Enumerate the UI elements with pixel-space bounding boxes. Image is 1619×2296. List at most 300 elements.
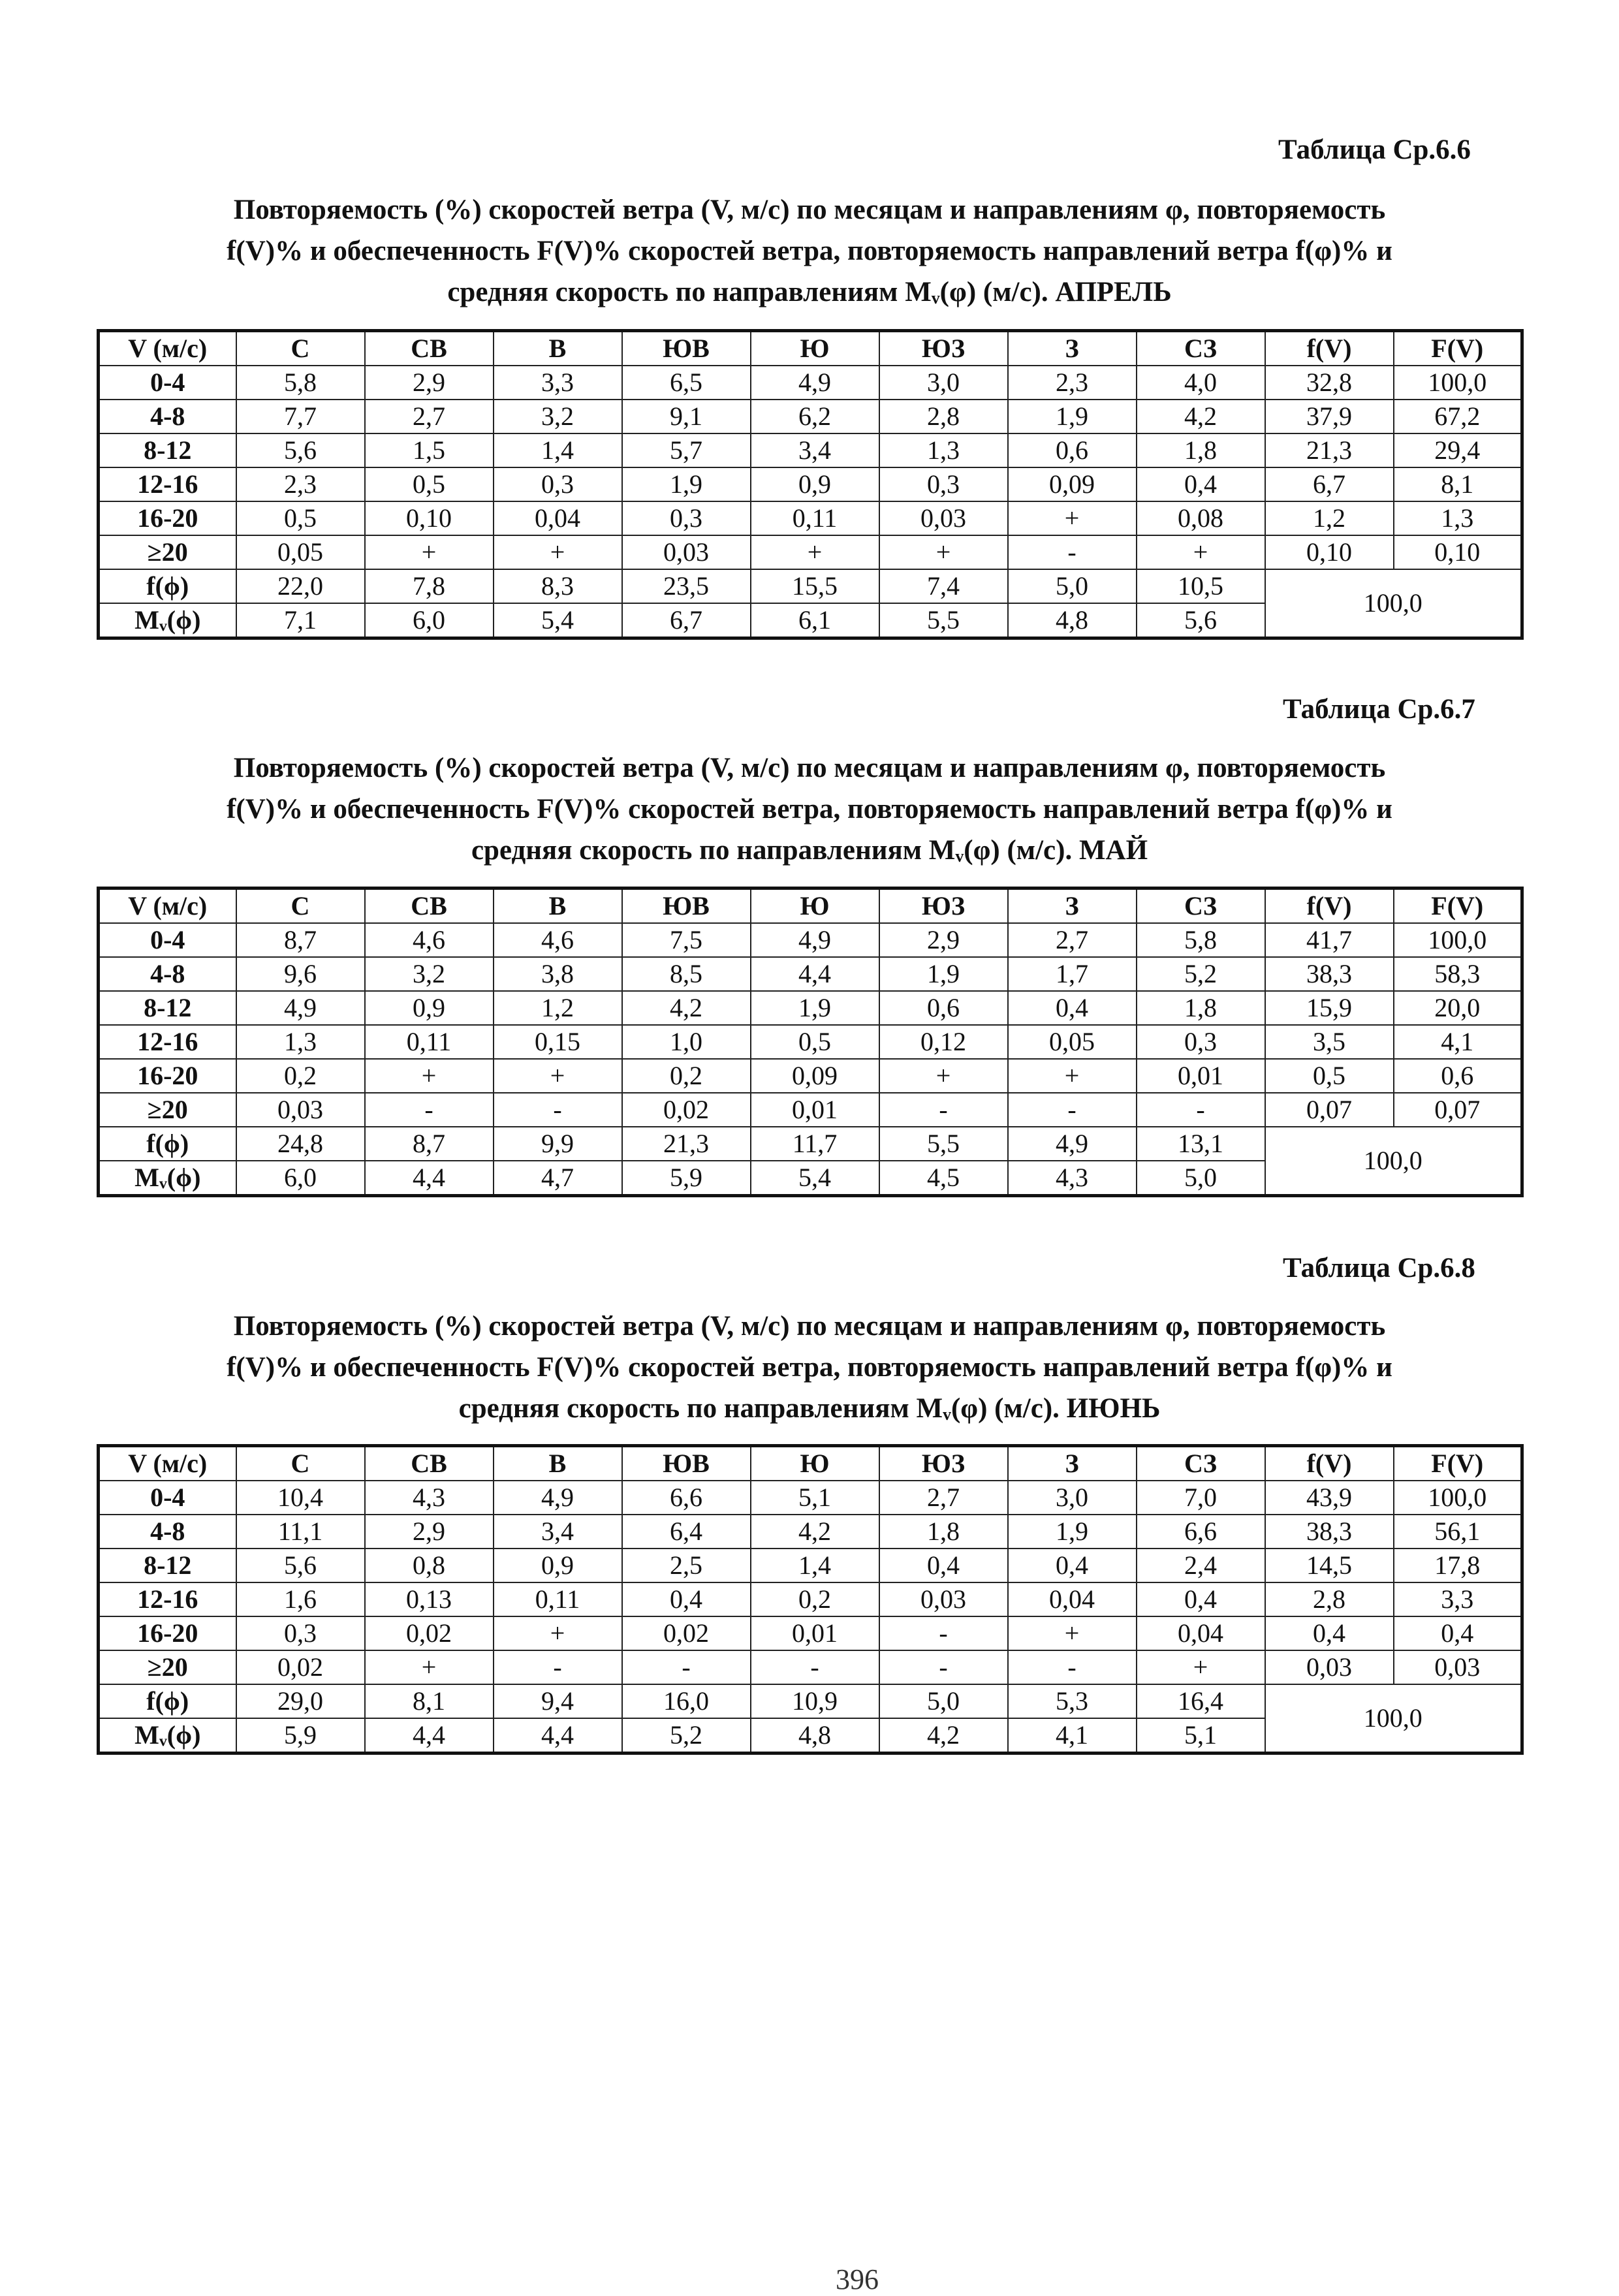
value-cell: 1,2 <box>494 991 622 1025</box>
value-cell: 5,1 <box>751 1481 879 1515</box>
value-cell: 0,11 <box>751 501 879 535</box>
value-cell: 7,1 <box>236 603 365 638</box>
value-cell: 0,4 <box>1265 1616 1394 1650</box>
value-cell: 0,01 <box>1137 1059 1265 1093</box>
value-cell: 4,8 <box>1008 603 1137 638</box>
column-header: V (м/с) <box>99 331 236 366</box>
value-cell: + <box>494 1616 622 1650</box>
value-cell: 56,1 <box>1394 1515 1522 1549</box>
value-cell: 0,03 <box>622 535 751 569</box>
value-cell: 5,6 <box>1137 603 1265 638</box>
value-cell: 0,3 <box>236 1616 365 1650</box>
table-row <box>99 957 1522 991</box>
value-cell: + <box>365 535 494 569</box>
value-cell: 4,3 <box>1008 1161 1137 1196</box>
value-cell: - <box>1008 1650 1137 1684</box>
column-header: V (м/с) <box>99 889 236 924</box>
value-cell: 6,6 <box>1137 1515 1265 1549</box>
speed-range-cell: 12-16 <box>99 467 236 501</box>
value-cell: 14,5 <box>1265 1549 1394 1582</box>
value-cell: 5,2 <box>622 1718 751 1753</box>
speed-range-cell: 8-12 <box>99 433 236 467</box>
value-cell: 0,04 <box>1008 1582 1137 1616</box>
column-header: ЮВ <box>622 889 751 924</box>
value-cell: 4,1 <box>1008 1718 1137 1753</box>
value-cell: 3,2 <box>494 400 622 433</box>
value-cell: 5,6 <box>236 1549 365 1582</box>
value-cell: 4,1 <box>1394 1025 1522 1059</box>
value-cell: 4,9 <box>751 366 879 400</box>
value-cell: 0,02 <box>365 1616 494 1650</box>
value-cell: 9,6 <box>236 957 365 991</box>
table-row <box>99 1059 1522 1093</box>
value-cell: - <box>622 1650 751 1684</box>
value-cell: - <box>494 1093 622 1127</box>
value-cell: 21,3 <box>622 1127 751 1161</box>
value-cell: - <box>1008 1093 1137 1127</box>
value-cell: 10,9 <box>751 1684 879 1718</box>
value-cell: 1,5 <box>365 433 494 467</box>
table-row <box>99 467 1522 501</box>
value-cell: 5,9 <box>622 1161 751 1196</box>
value-cell: 5,2 <box>1137 957 1265 991</box>
value-cell: 5,5 <box>879 1127 1008 1161</box>
speed-range-cell: 4-8 <box>99 400 236 433</box>
value-cell: 5,4 <box>494 603 622 638</box>
header-row <box>99 1446 1522 1481</box>
value-cell: 10,4 <box>236 1481 365 1515</box>
value-cell: 32,8 <box>1265 366 1394 400</box>
column-header: f(V) <box>1265 331 1394 366</box>
value-cell: 0,4 <box>1137 467 1265 501</box>
value-cell: 0,6 <box>879 991 1008 1025</box>
value-cell: - <box>879 1650 1008 1684</box>
value-cell: 0,03 <box>1265 1650 1394 1684</box>
value-cell: 0,10 <box>365 501 494 535</box>
value-cell: 0,2 <box>236 1059 365 1093</box>
speed-range-cell: 8-12 <box>99 1549 236 1582</box>
column-header: ЮВ <box>622 1446 751 1481</box>
value-cell: 6,0 <box>236 1161 365 1196</box>
value-cell: 5,5 <box>879 603 1008 638</box>
table-row <box>99 433 1522 467</box>
value-cell: 2,8 <box>1265 1582 1394 1616</box>
table-title <box>98 747 1521 871</box>
value-cell: 5,0 <box>1137 1161 1265 1196</box>
table-row <box>99 501 1522 535</box>
table-title <box>98 1306 1521 1429</box>
value-cell: 0,02 <box>622 1093 751 1127</box>
value-cell: 4,6 <box>494 923 622 957</box>
column-header: Ю <box>751 331 879 366</box>
table-title-line-1: Повторяемость (%) скоростей ветра (V, м/с) по месяцам и направлениям φ, повторяемость <box>233 1311 1386 1342</box>
value-cell: 7,8 <box>365 569 494 603</box>
value-cell: 0,5 <box>365 467 494 501</box>
value-cell: 3,4 <box>751 433 879 467</box>
value-cell: 16,0 <box>622 1684 751 1718</box>
table-number: Таблица Ср.6.8 <box>1283 1253 1475 1283</box>
value-cell: 29,0 <box>236 1684 365 1718</box>
table-number: Таблица Ср.6.6 <box>1278 134 1471 165</box>
value-cell: 5,3 <box>1008 1684 1137 1718</box>
column-header: С <box>236 331 365 366</box>
value-cell: 13,1 <box>1137 1127 1265 1161</box>
column-header: V (м/с) <box>99 1446 236 1481</box>
value-cell: 8,1 <box>365 1684 494 1718</box>
value-cell: 5,8 <box>1137 923 1265 957</box>
column-header: В <box>494 1446 622 1481</box>
speed-range-cell: 0-4 <box>99 923 236 957</box>
value-cell: 2,9 <box>879 923 1008 957</box>
value-cell: 58,3 <box>1394 957 1522 991</box>
value-cell: + <box>751 535 879 569</box>
value-cell: 3,0 <box>879 366 1008 400</box>
table-row <box>99 1549 1522 1582</box>
value-cell: 4,9 <box>1008 1127 1137 1161</box>
value-cell: + <box>1008 1616 1137 1650</box>
column-header: С <box>236 1446 365 1481</box>
value-cell: 1,2 <box>1265 501 1394 535</box>
value-cell: 7,4 <box>879 569 1008 603</box>
value-cell: 6,7 <box>622 603 751 638</box>
value-cell: 2,3 <box>1008 366 1137 400</box>
value-cell: 5,1 <box>1137 1718 1265 1753</box>
column-header: З <box>1008 1446 1137 1481</box>
speed-range-cell: 4-8 <box>99 957 236 991</box>
table-row <box>99 1093 1522 1127</box>
value-cell: 0,9 <box>751 467 879 501</box>
value-cell: 4,2 <box>751 1515 879 1549</box>
table-title-line-2: f(V)% и обеспеченность F(V)% скоростей ветра, повторяемость направлений ветра f(φ)% и <box>227 1352 1392 1383</box>
value-cell: + <box>1008 501 1137 535</box>
value-cell: 41,7 <box>1265 923 1394 957</box>
value-cell: 0,5 <box>1265 1059 1394 1093</box>
value-cell: - <box>1008 535 1137 569</box>
value-cell: 9,9 <box>494 1127 622 1161</box>
value-cell: 10,5 <box>1137 569 1265 603</box>
value-cell: 0,5 <box>751 1025 879 1059</box>
column-header: СВ <box>365 331 494 366</box>
value-cell: 4,5 <box>879 1161 1008 1196</box>
speed-range-cell: 16-20 <box>99 1059 236 1093</box>
value-cell: 3,5 <box>1265 1025 1394 1059</box>
value-cell: 5,0 <box>1008 569 1137 603</box>
value-cell: 4,4 <box>365 1718 494 1753</box>
value-cell: 4,0 <box>1137 366 1265 400</box>
value-cell: 8,7 <box>236 923 365 957</box>
value-cell: 5,0 <box>879 1684 1008 1718</box>
value-cell: 1,8 <box>1137 991 1265 1025</box>
value-cell: 0,02 <box>622 1616 751 1650</box>
value-cell: 0,09 <box>751 1059 879 1093</box>
speed-range-cell: 12-16 <box>99 1582 236 1616</box>
wind-table <box>97 329 1524 640</box>
value-cell: - <box>879 1616 1008 1650</box>
value-cell: 2,7 <box>879 1481 1008 1515</box>
value-cell: 5,6 <box>236 433 365 467</box>
value-cell: 0,03 <box>1394 1650 1522 1684</box>
table-row <box>99 1650 1522 1684</box>
table-row <box>99 923 1522 957</box>
value-cell: 3,8 <box>494 957 622 991</box>
value-cell: 5,8 <box>236 366 365 400</box>
table-title-line-1: Повторяемость (%) скоростей ветра (V, м/с) по месяцам и направлениям φ, повторяемость <box>233 195 1386 225</box>
value-cell: 0,9 <box>494 1549 622 1582</box>
value-cell: 4,4 <box>365 1161 494 1196</box>
value-cell: - <box>751 1650 879 1684</box>
value-cell: 0,05 <box>236 535 365 569</box>
column-header: Ю <box>751 1446 879 1481</box>
value-cell: 24,8 <box>236 1127 365 1161</box>
value-cell: 1,0 <box>622 1025 751 1059</box>
speed-range-cell: 0-4 <box>99 1481 236 1515</box>
column-header: В <box>494 889 622 924</box>
value-cell: 1,9 <box>879 957 1008 991</box>
value-cell: 4,9 <box>751 923 879 957</box>
table-row <box>99 1616 1522 1650</box>
value-cell: 0,4 <box>622 1582 751 1616</box>
value-cell: 0,01 <box>751 1616 879 1650</box>
value-cell: 4,2 <box>622 991 751 1025</box>
header-row <box>99 889 1522 924</box>
value-cell: 5,9 <box>236 1718 365 1753</box>
value-cell: 11,7 <box>751 1127 879 1161</box>
value-cell: 1,9 <box>1008 1515 1137 1549</box>
value-cell: 0,8 <box>365 1549 494 1582</box>
value-cell: 15,5 <box>751 569 879 603</box>
value-cell: 0,12 <box>879 1025 1008 1059</box>
value-cell: 1,9 <box>751 991 879 1025</box>
value-cell: 9,1 <box>622 400 751 433</box>
table-number: Таблица Ср.6.7 <box>1283 694 1475 725</box>
value-cell: 0,4 <box>1008 991 1137 1025</box>
column-header: ЮЗ <box>879 889 1008 924</box>
speed-range-cell: 16-20 <box>99 1616 236 1650</box>
value-cell: 0,6 <box>1394 1059 1522 1093</box>
value-cell: 0,10 <box>1394 535 1522 569</box>
column-header: f(V) <box>1265 1446 1394 1481</box>
value-cell: + <box>365 1059 494 1093</box>
column-header: С <box>236 889 365 924</box>
row-label-cell: Mᵥ(ϕ) <box>99 1161 236 1196</box>
table-row <box>99 366 1522 400</box>
column-header: ЮЗ <box>879 331 1008 366</box>
row-label-cell: f(ϕ) <box>99 1684 236 1718</box>
value-cell: 2,9 <box>365 1515 494 1549</box>
column-header: F(V) <box>1394 331 1522 366</box>
value-cell: 2,3 <box>236 467 365 501</box>
column-header: СЗ <box>1137 331 1265 366</box>
value-cell: 1,3 <box>879 433 1008 467</box>
value-cell: 7,0 <box>1137 1481 1265 1515</box>
value-cell: 1,8 <box>879 1515 1008 1549</box>
value-cell: 0,9 <box>365 991 494 1025</box>
value-cell: 4,4 <box>494 1718 622 1753</box>
value-cell: + <box>1137 1650 1265 1684</box>
column-header: СЗ <box>1137 889 1265 924</box>
row-label-cell: f(ϕ) <box>99 1127 236 1161</box>
value-cell: 6,0 <box>365 603 494 638</box>
value-cell: + <box>879 1059 1008 1093</box>
column-header: З <box>1008 889 1137 924</box>
row-label-cell: Mᵥ(ϕ) <box>99 603 236 638</box>
value-cell: 4,9 <box>494 1481 622 1515</box>
table-title-line-3: средняя скорость по направлениям Mᵥ(φ) (м/с). АПРЕЛЬ <box>447 277 1172 307</box>
value-cell: 29,4 <box>1394 433 1522 467</box>
column-header: З <box>1008 331 1137 366</box>
table-row <box>99 1515 1522 1549</box>
value-cell: 4,8 <box>751 1718 879 1753</box>
value-cell: 0,4 <box>1137 1582 1265 1616</box>
value-cell: 0,6 <box>1008 433 1137 467</box>
total-cell: 100,0 <box>1265 569 1522 638</box>
value-cell: 100,0 <box>1394 1481 1522 1515</box>
column-header: СЗ <box>1137 1446 1265 1481</box>
value-cell: 17,8 <box>1394 1549 1522 1582</box>
value-cell: 23,5 <box>622 569 751 603</box>
table-title-line-2: f(V)% и обеспеченность F(V)% скоростей ветра, повторяемость направлений ветра f(φ)% и <box>227 794 1392 825</box>
value-cell: 8,5 <box>622 957 751 991</box>
value-cell: + <box>494 535 622 569</box>
value-cell: 1,3 <box>1394 501 1522 535</box>
table-row <box>99 991 1522 1025</box>
value-cell: 100,0 <box>1394 923 1522 957</box>
value-cell: 1,9 <box>622 467 751 501</box>
value-cell: 1,3 <box>236 1025 365 1059</box>
table-title <box>98 189 1521 313</box>
table-row <box>99 1582 1522 1616</box>
value-cell: 2,4 <box>1137 1549 1265 1582</box>
table-row <box>99 1481 1522 1515</box>
value-cell: 4,4 <box>751 957 879 991</box>
value-cell: 4,3 <box>365 1481 494 1515</box>
value-cell: 15,9 <box>1265 991 1394 1025</box>
value-cell: 3,0 <box>1008 1481 1137 1515</box>
header-row <box>99 331 1522 366</box>
value-cell: 0,01 <box>751 1093 879 1127</box>
total-cell: 100,0 <box>1265 1127 1522 1196</box>
value-cell: 4,6 <box>365 923 494 957</box>
speed-range-cell: ≥20 <box>99 535 236 569</box>
column-header: f(V) <box>1265 889 1394 924</box>
value-cell: 6,5 <box>622 366 751 400</box>
value-cell: 2,7 <box>1008 923 1137 957</box>
speed-range-cell: ≥20 <box>99 1093 236 1127</box>
speed-range-cell: 16-20 <box>99 501 236 535</box>
column-header: F(V) <box>1394 889 1522 924</box>
value-cell: 0,4 <box>1394 1616 1522 1650</box>
value-cell: 0,02 <box>236 1650 365 1684</box>
table-title-line-3: средняя скорость по направлениям Mᵥ(φ) (м/с). ИЮНЬ <box>458 1393 1161 1424</box>
column-header: СВ <box>365 1446 494 1481</box>
value-cell: 8,7 <box>365 1127 494 1161</box>
value-cell: 5,4 <box>751 1161 879 1196</box>
value-cell: 1,6 <box>236 1582 365 1616</box>
table-title-line-1: Повторяемость (%) скоростей ветра (V, м/с) по месяцам и направлениям φ, повторяемость <box>233 753 1386 783</box>
value-cell: 16,4 <box>1137 1684 1265 1718</box>
value-cell: 6,4 <box>622 1515 751 1549</box>
value-cell: 3,4 <box>494 1515 622 1549</box>
value-cell: 0,09 <box>1008 467 1137 501</box>
value-cell: 0,10 <box>1265 535 1394 569</box>
value-cell: 0,04 <box>1137 1616 1265 1650</box>
value-cell: + <box>879 535 1008 569</box>
value-cell: - <box>365 1093 494 1127</box>
value-cell: 6,7 <box>1265 467 1394 501</box>
value-cell: 38,3 <box>1265 957 1394 991</box>
value-cell: 100,0 <box>1394 366 1522 400</box>
table-title-line-2: f(V)% и обеспеченность F(V)% скоростей ветра, повторяемость направлений ветра f(φ)% и <box>227 236 1392 266</box>
value-cell: 4,7 <box>494 1161 622 1196</box>
value-cell: 0,15 <box>494 1025 622 1059</box>
value-cell: 6,2 <box>751 400 879 433</box>
value-cell: + <box>365 1650 494 1684</box>
table-title-line-3: средняя скорость по направлениям Mᵥ(φ) (м/с). МАЙ <box>471 835 1148 866</box>
value-cell: 6,1 <box>751 603 879 638</box>
value-cell: 0,2 <box>751 1582 879 1616</box>
value-cell: 0,07 <box>1265 1093 1394 1127</box>
value-cell: 0,08 <box>1137 501 1265 535</box>
value-cell: 0,04 <box>494 501 622 535</box>
speed-range-cell: 8-12 <box>99 991 236 1025</box>
value-cell: 3,3 <box>1394 1582 1522 1616</box>
value-cell: 0,03 <box>236 1093 365 1127</box>
value-cell: 4,2 <box>1137 400 1265 433</box>
value-cell: 0,4 <box>879 1549 1008 1582</box>
table-row <box>99 535 1522 569</box>
value-cell: - <box>879 1093 1008 1127</box>
value-cell: 4,2 <box>879 1718 1008 1753</box>
value-cell: 4,9 <box>236 991 365 1025</box>
table-row <box>99 1025 1522 1059</box>
row-label-cell: f(ϕ) <box>99 569 236 603</box>
value-cell: 0,13 <box>365 1582 494 1616</box>
column-header: СВ <box>365 889 494 924</box>
value-cell: 3,2 <box>365 957 494 991</box>
value-cell: + <box>494 1059 622 1093</box>
value-cell: + <box>1008 1059 1137 1093</box>
value-cell: 0,11 <box>365 1025 494 1059</box>
value-cell: 0,05 <box>1008 1025 1137 1059</box>
value-cell: 20,0 <box>1394 991 1522 1025</box>
value-cell: 1,7 <box>1008 957 1137 991</box>
column-header: ЮВ <box>622 331 751 366</box>
value-cell: 11,1 <box>236 1515 365 1549</box>
column-header: ЮЗ <box>879 1446 1008 1481</box>
direction-frequency-row <box>99 1127 1522 1161</box>
value-cell: 1,8 <box>1137 433 1265 467</box>
value-cell: 1,9 <box>1008 400 1137 433</box>
column-header: В <box>494 331 622 366</box>
column-header: Ю <box>751 889 879 924</box>
speed-range-cell: 0-4 <box>99 366 236 400</box>
value-cell: 0,2 <box>622 1059 751 1093</box>
value-cell: 7,7 <box>236 400 365 433</box>
value-cell: - <box>494 1650 622 1684</box>
value-cell: + <box>1137 535 1265 569</box>
speed-range-cell: 12-16 <box>99 1025 236 1059</box>
speed-range-cell: ≥20 <box>99 1650 236 1684</box>
value-cell: 0,3 <box>879 467 1008 501</box>
value-cell: 0,3 <box>622 501 751 535</box>
value-cell: 0,4 <box>1008 1549 1137 1582</box>
value-cell: 21,3 <box>1265 433 1394 467</box>
total-cell: 100,0 <box>1265 1684 1522 1753</box>
value-cell: 6,6 <box>622 1481 751 1515</box>
value-cell: 0,03 <box>879 501 1008 535</box>
value-cell: 1,4 <box>494 433 622 467</box>
speed-range-cell: 4-8 <box>99 1515 236 1549</box>
